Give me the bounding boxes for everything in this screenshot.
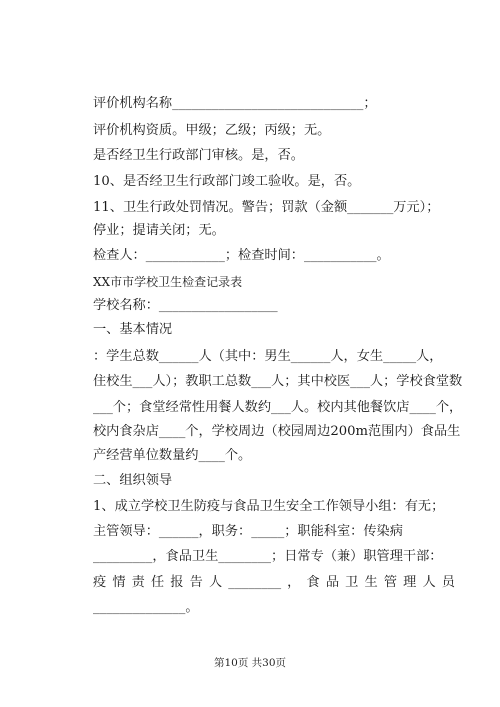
basic-info-line-1: ：学生总数______人（其中：男生______人，女生_____人， [93,349,443,364]
basic-info-line-4: 校内食杂店____个，学校周边（校园周边200m范围内）食品生 [93,424,461,439]
basic-info-line-5: 产经营单位数量约____个。 [93,448,252,463]
org-line-3: _________，食品卫生________；日常专（兼）职管理干部： [93,549,443,564]
health-dept-review-line: 是否经卫生行政部门审核。是，否。 [93,148,304,163]
basic-info-line-3: ___个；食堂经常性用餐人数约___人。校内其他餐饮店____个， [93,400,463,415]
inspector-line: 检查人：____________；检查时间：___________。 [93,248,390,263]
completion-acceptance-line: 10、是否经卫生行政部门竣工验收。是，否。 [93,174,361,189]
eval-org-qualification-line: 评价机构资质。甲级；乙级；丙级；无。 [93,123,331,138]
section-organization-heading: 二、组织领导 [93,473,173,488]
org-line-2: 主管领导：______，职务：_____；职能科室：传染病 [93,524,403,539]
section-basic-info-heading: 一、基本情况 [93,322,173,337]
form-title: XX市市学校卫生检查记录表 [93,275,243,289]
org-line-5: ______________。 [93,600,199,615]
org-line-4: 疫情责任报告人________，食品卫生管理人员 [93,575,455,590]
penalty-continued-line: 停业；提请关闭；无。 [93,223,225,238]
basic-info-line-2: 住校生___人）；教职工总数___人；其中校医___人；学校食堂数 [93,374,463,389]
school-name-line: 学校名称：__________________ [93,298,278,313]
eval-org-name-line: 评价机构名称_____________________________； [93,96,377,111]
page-number-footer: 第10页 共30页 [213,657,287,669]
org-line-1: 1、成立学校卫生防疫与食品卫生安全工作领导小组：有无； [93,499,445,514]
penalty-line: 11、卫生行政处罚情况。警告；罚款（金额_______万元）； [93,200,440,215]
